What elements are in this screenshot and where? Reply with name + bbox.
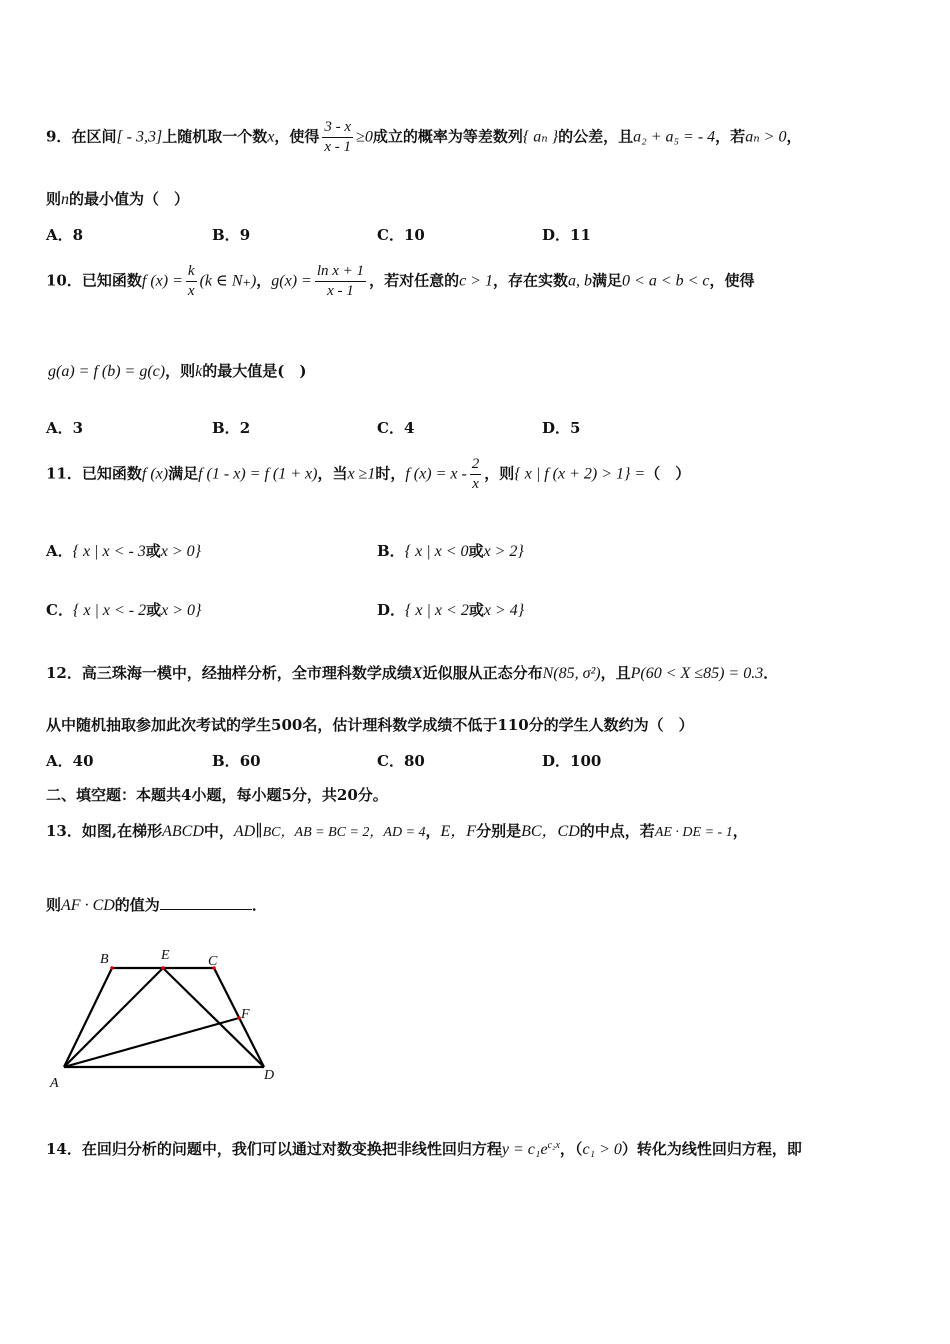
q9-line2: 则n的最小值为（ ）: [46, 190, 190, 208]
q11-line1: 11．已知函数f (x)满足f (1 - x) = f (1 + x)，当x ≥1时，f (x) = x - $\frac{2}{x}$ ，则{ x | f (x + 2) > 1} =（ ）: [46, 456, 691, 492]
q9-option-a: A．8: [46, 226, 84, 244]
label-b: B: [100, 952, 109, 967]
q11-number: 11．: [46, 464, 82, 483]
q9-number: 9．: [46, 127, 72, 146]
q14-number: 14．: [46, 1140, 82, 1158]
section-heading: 二、填空题：本题共4小题，每小题5分，共20分。: [46, 786, 388, 804]
q11-option-d: D．{ x | x < 2或x > 4}: [377, 601, 525, 619]
q9-fraction: $\frac{3 - x}{x - 1}$: [324, 119, 352, 155]
edge-ab: [64, 968, 112, 1067]
q12-option-b: B．60: [212, 752, 261, 770]
label-a: A: [50, 1076, 59, 1090]
q9-option-c: C．10: [377, 226, 425, 244]
q9-interval: [ - 3,3]: [116, 128, 163, 146]
q12-number: 12．: [46, 664, 82, 682]
q9-option-d: D．11: [542, 226, 591, 244]
label-e: E: [161, 948, 170, 963]
segment-af: [64, 1018, 239, 1067]
q12-option-c: C．80: [377, 752, 425, 770]
label-d: D: [264, 1068, 275, 1083]
q12-line2: 从中随机抽取参加此次考试的学生500名，估计理科数学成绩不低于110分的学生人数约为（ ）: [46, 716, 694, 734]
q10-option-a: A．3: [46, 419, 84, 437]
label-c: C: [208, 954, 218, 969]
q12-line1: 12．高三珠海一模中，经抽样分析，全市理科数学成绩X近似服从正态分布N(85, σ²)，且P(60 < X ≤85) = 0.3．: [46, 664, 779, 682]
q13-line1: 13．如图,在梯形ABCD中，AD∥BC，AB = BC = 2，AD = 4，E，F分别是BC，CD的中点，若AE · DE = - 1，: [46, 822, 748, 840]
q10-option-c: C．4: [377, 419, 415, 437]
q10-line1: 10．已知函数f (x) = $\frac{k}{x}$ (k ∈ N₊)，g(x) = $\frac{\text{ln x + 1}}{x - 1}$ ，若对任意的c > 1，存在实数a, b满足0 < a < b < c，使得: [46, 263, 755, 299]
q11-option-a: A．{ x | x < - 3或x > 0}: [46, 542, 202, 560]
q10-number: 10．: [46, 271, 82, 290]
q11-option-b: B．{ x | x < 0或x > 2}: [377, 542, 524, 560]
q13-line2: 则AF · CD的值为 ．: [46, 896, 267, 914]
q9-line1: 9．在区间[ - 3,3]上随机取一个数x，使得 $\frac{3 - x}{x - 1}$ ≥0成立的概率为等差数列{ aₙ }的公差，且a₂ + a₅ = - 4，若aₙ > 0，: [46, 119, 802, 155]
q12-option-d: D．100: [542, 752, 602, 770]
q11-option-c: C．{ x | x < - 2或x > 0}: [46, 601, 202, 619]
q10-line2: g(a) = f (b) = g(c)，则k的最大值是( ): [48, 362, 307, 380]
q9-option-b: B．9: [212, 226, 251, 244]
answer-blank: [160, 895, 252, 910]
point-e: [161, 966, 165, 970]
q10-option-b: B．2: [212, 419, 251, 437]
q14-line1: 14．在回归分析的问题中，我们可以通过对数变换把非线性回归方程$y = c_1e^{c_2x}$，（c₁ > 0）转化为线性回归方程，即: [46, 1140, 802, 1158]
q12-option-a: A．40: [46, 752, 94, 770]
trapezoid-figure: [44, 940, 294, 1090]
label-f: F: [241, 1007, 250, 1022]
q10-option-d: D．5: [542, 419, 581, 437]
q13-number: 13．: [46, 822, 82, 840]
point-b: [110, 966, 114, 970]
